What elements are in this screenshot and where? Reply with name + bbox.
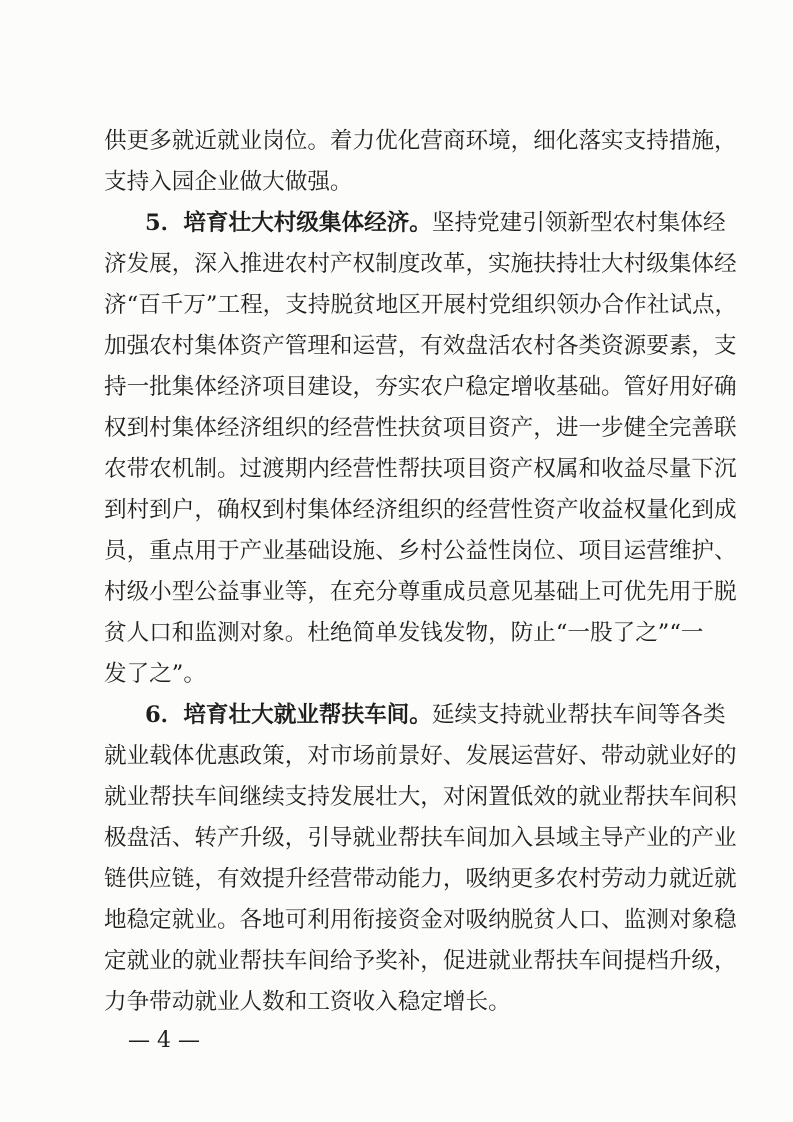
paragraph-line: 济“百千万”工程，支持脱贫地区开展村党组织领办合作社试点， (104, 292, 738, 318)
paragraph-line: 供更多就近就业岗位。着力优化营商环境，细化落实支持措施， (104, 128, 737, 154)
paragraph-line: 员，重点用于产业基础设施、乡村公益性岗位、项目运营维护、 (104, 538, 737, 564)
section-6-heading-line: 6．培育壮大就业帮扶车间。延续支持就业帮扶车间等各类 (145, 702, 726, 728)
paragraph-line: 贫人口和监测对象。杜绝简单发钱发物，防止“一股了之”“一 (104, 620, 704, 646)
paragraph-line: 就业载体优惠政策，对市场前景好、发展运营好、带动就业好的 (104, 743, 737, 769)
page-number: — 4 — (128, 1028, 200, 1053)
paragraph-line: 极盘活、转产升级，引导就业帮扶车间加入县域主导产业的产业 (104, 825, 737, 851)
paragraph-line: 到村到户，确权到村集体经济组织的经营性资产收益权量化到成 (104, 497, 737, 523)
paragraph-line: 支持入园企业做大做强。 (104, 169, 353, 195)
paragraph-line: 地稳定就业。各地可利用衔接资金对吸纳脱贫人口、监测对象稳 (104, 907, 737, 933)
paragraph-line: 就业帮扶车间继续支持发展壮大，对闲置低效的就业帮扶车间积 (104, 784, 737, 810)
paragraph-line: 定就业的就业帮扶车间给予奖补，促进就业帮扶车间提档升级， (104, 948, 737, 974)
paragraph-line: 力争带动就业人数和工资收入稳定增长。 (104, 989, 511, 1015)
paragraph-line: 链供应链，有效提升经营带动能力，吸纳更多农村劳动力就近就 (104, 866, 737, 892)
paragraph-line: 农带农机制。过渡期内经营性帮扶项目资产权属和收益尽量下沉 (104, 456, 737, 482)
paragraph-line: 村级小型公益事业等，在充分尊重成员意见基础上可优先用于脱 (104, 579, 737, 605)
paragraph-line: 发了之”。 (104, 661, 206, 687)
section-5-heading: 5．培育壮大村级集体经济。 (145, 210, 432, 236)
paragraph-line: 加强农村集体资产管理和运营，有效盘活农村各类资源要素，支 (104, 333, 737, 359)
paragraph-line: 持一批集体经济项目建设，夯实农户稳定增收基础。管好用好确 (104, 374, 737, 400)
paragraph-line: 权到村集体经济组织的经营性扶贫项目资产，进一步健全完善联 (104, 415, 737, 441)
section-6-heading: 6．培育壮大就业帮扶车间。 (145, 702, 432, 728)
section-5-heading-line: 5．培育壮大村级集体经济。坚持党建引领新型农村集体经 (145, 210, 726, 236)
paragraph-line: 济发展，深入推进农村产权制度改革，实施扶持壮大村级集体经 (104, 251, 737, 277)
